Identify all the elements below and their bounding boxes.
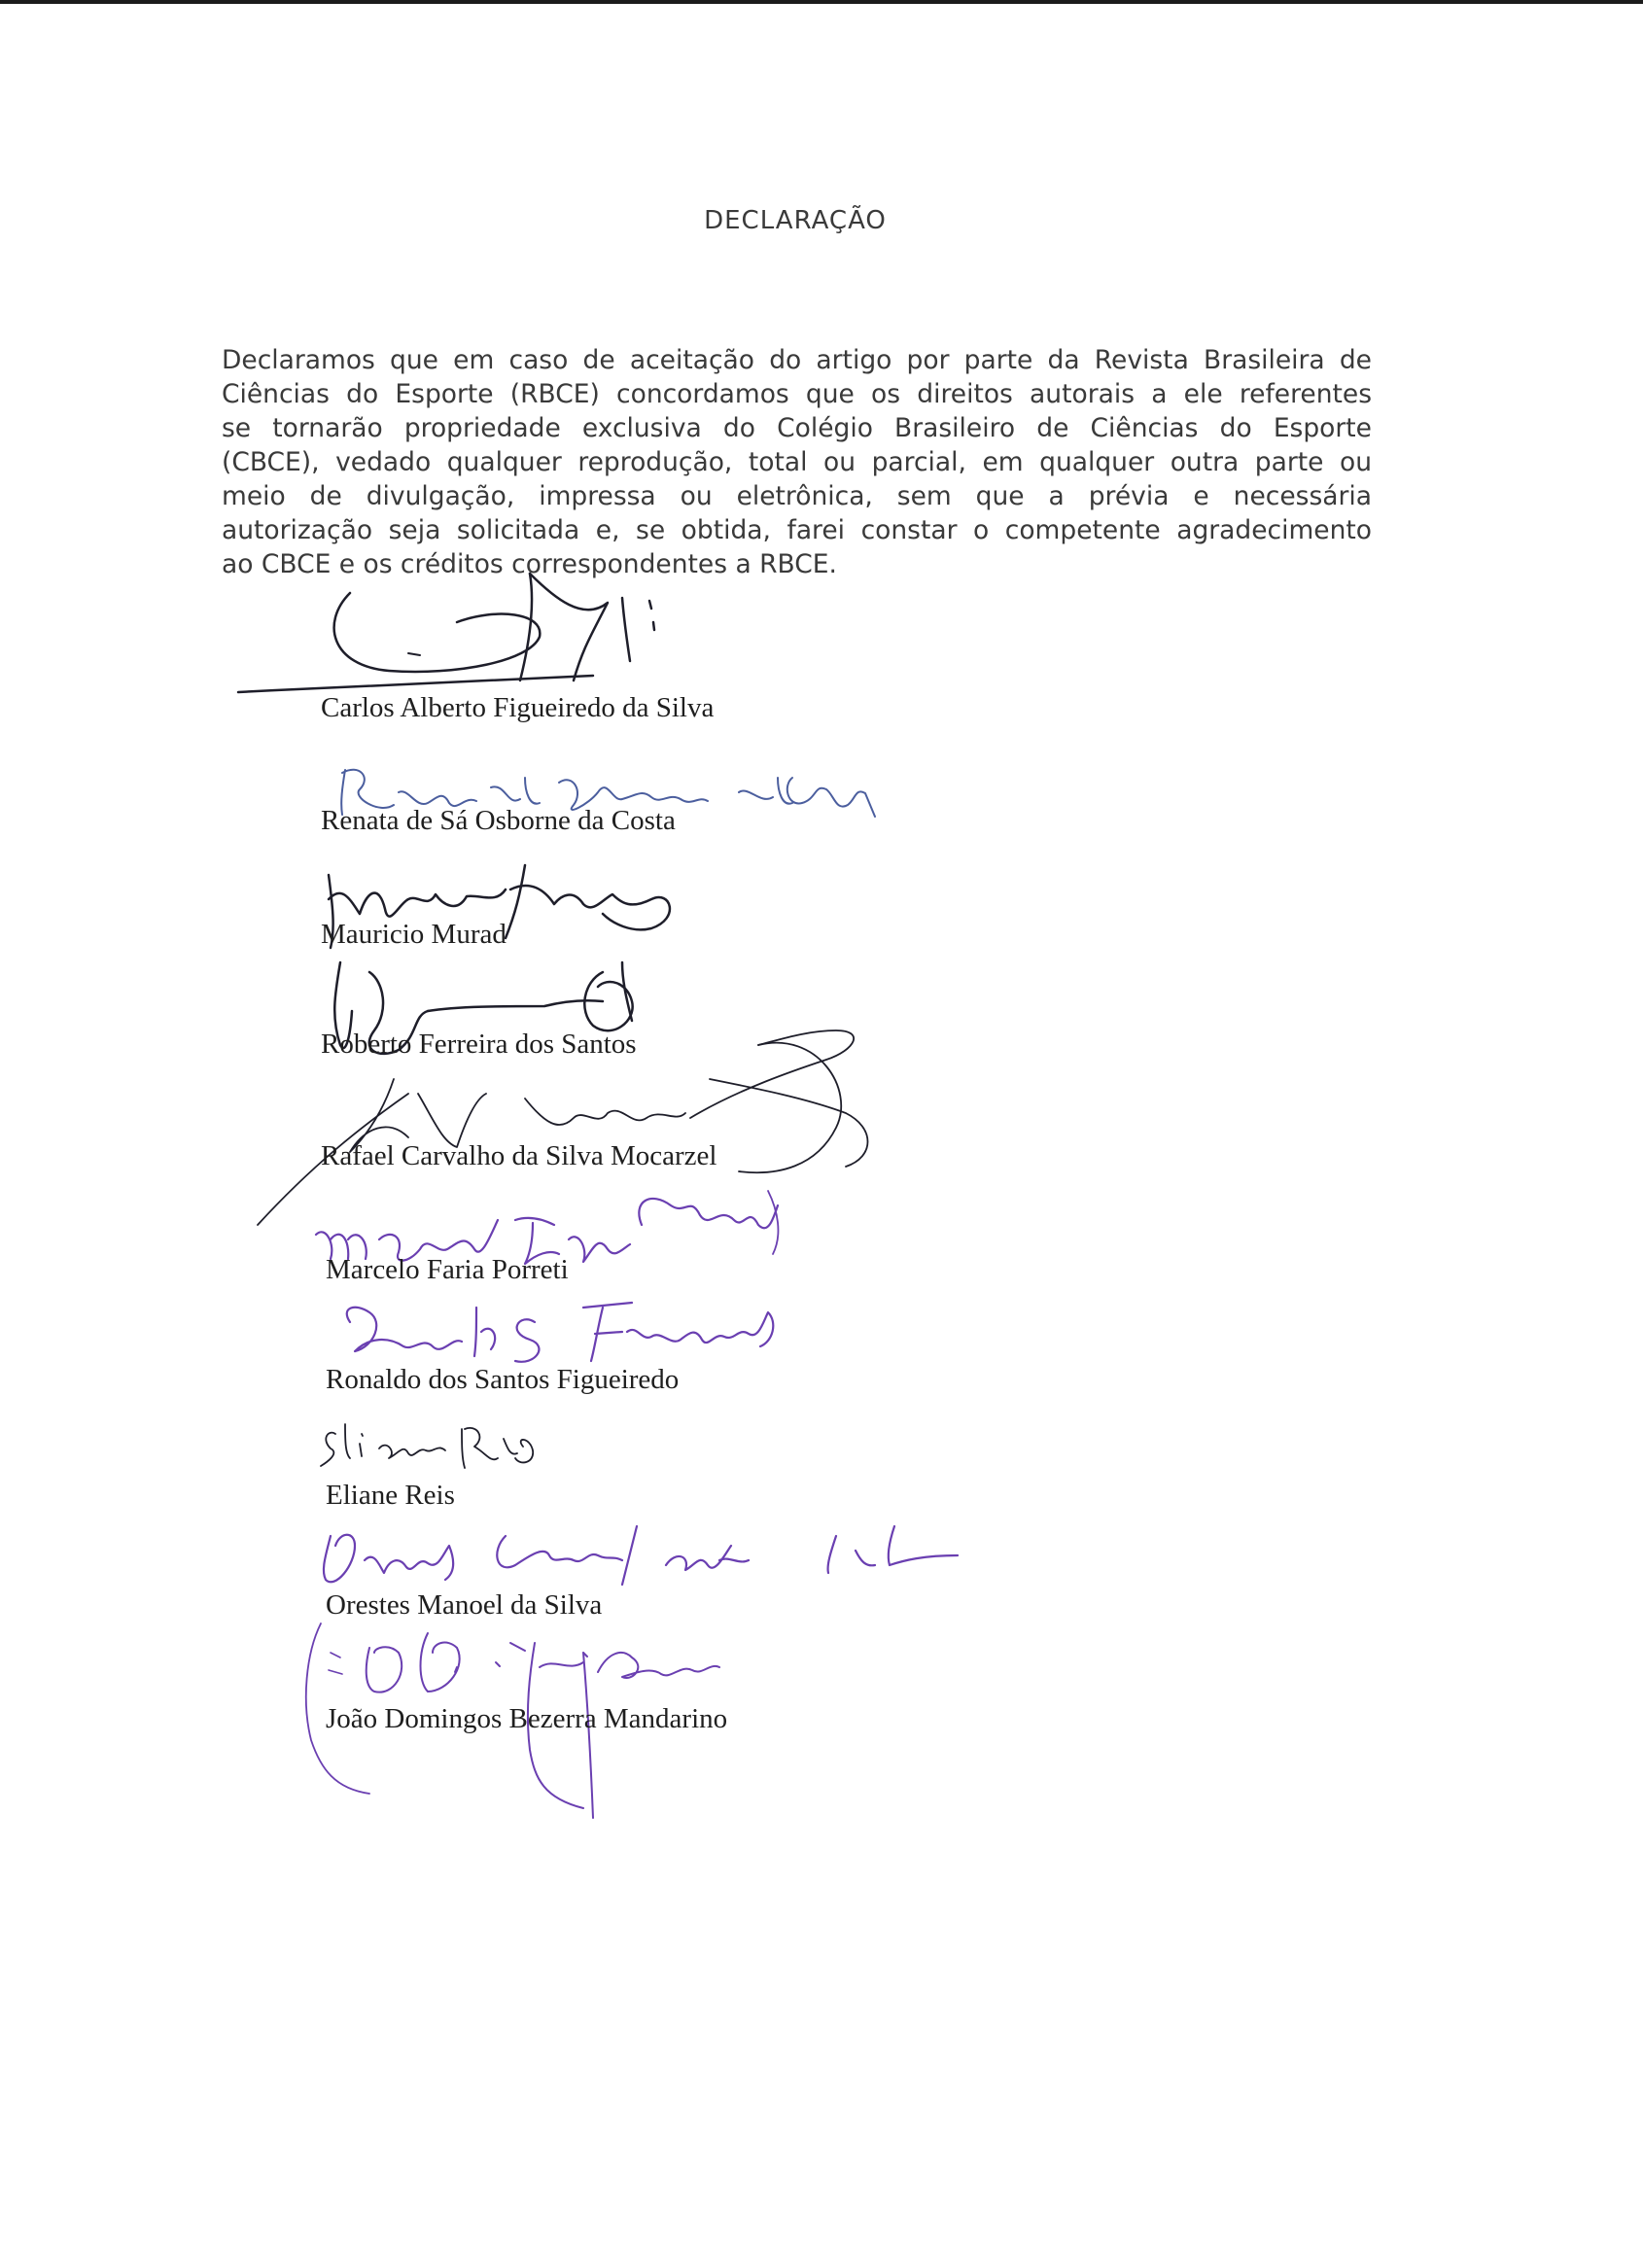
signatory-name: Ronaldo dos Santos Figueiredo	[326, 1364, 680, 1395]
document-title: DECLARAÇÃO	[704, 206, 887, 235]
signatory-name: Carlos Alberto Figueiredo da Silva	[321, 692, 715, 723]
signature-eliane	[321, 1424, 533, 1468]
signatory-name: Marcelo Faria Porreti	[326, 1254, 569, 1285]
declaration-line: Declaramos que em caso de aceitação do artigo por parte da Revista Brasileira de	[222, 345, 1372, 375]
declaration-line: (CBCE), vedado qualquer reprodução, total ou parcial, em qualquer outra parte ou	[222, 447, 1372, 477]
signature-carlos	[238, 574, 654, 692]
signatory-name: Orestes Manoel da Silva	[326, 1589, 603, 1621]
signatory-name: Renata de Sá Osborne da Costa	[321, 805, 676, 836]
declaration-line: autorização seja solicitada e, se obtida, farei constar o competente agradecimento	[222, 515, 1372, 545]
signatory-name: Roberto Ferreira dos Santos	[321, 1029, 637, 1060]
declaration-line: Ciências do Esporte (RBCE) concordamos que os direitos autorais a ele referentes	[222, 379, 1372, 409]
declaration-line: se tornarão propriedade exclusiva do Colégio Brasileiro de Ciências do Esporte	[222, 413, 1372, 443]
signature-marcelo	[316, 1191, 778, 1264]
declaration-line: meio de divulgação, impressa ou eletrônica, sem que a prévia e necessária	[222, 481, 1372, 511]
signatory-name: Mauricio Murad	[321, 919, 507, 950]
signature-ronaldo	[347, 1303, 774, 1362]
signatory-name: João Domingos Bezerra Mandarino	[326, 1703, 728, 1734]
signature-orestes	[324, 1526, 958, 1585]
declaration-line: ao CBCE e os créditos correspondentes a RBCE.	[222, 549, 837, 579]
signatory-name: Rafael Carvalho da Silva Mocarzel	[321, 1140, 717, 1171]
signatory-name: Eliane Reis	[326, 1480, 455, 1511]
